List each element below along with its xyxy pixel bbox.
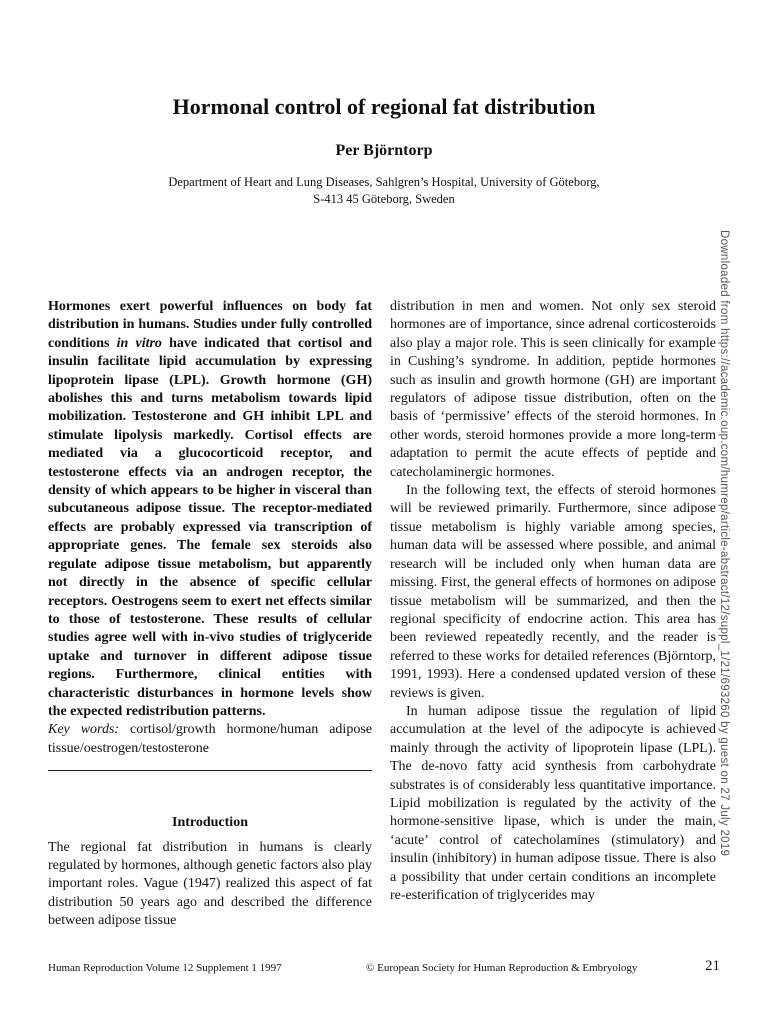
affiliation-line: S-413 45 Göteborg, Sweden bbox=[313, 192, 455, 206]
abstract-text-1: Hormones exert powerful influences on body fat distribution in humans. Studies under fully controlled conditions bbox=[48, 299, 372, 351]
footer-journal: Human Reproduction Volume 12 Supplement 1 1997 bbox=[48, 962, 282, 974]
footer-copyright: © European Society for Human Reproduction & Embryology bbox=[366, 962, 638, 974]
affiliation-line: Department of Heart and Lung Diseases, Sahlgren’s Hospital, University of Göteborg, bbox=[168, 175, 600, 189]
left-column bbox=[48, 298, 372, 931]
body-paragraph: In the following text, the effects of steroid hormones will be reviewed primarily. Furthermore, since adipose tissue metabolism is highly variable among species, human data will be assessed where possible, and animal research will be included only when human data are missing. First, the general effects of hormones on adipose tissue metabolism will be summarized, and then the regional specificity of endocrine action. This area has been reviewed repeatedly recently, and the reader is referred to these works for detailed references (Björntorp, 1991, 1993). Here a condensed updated version of these reviews is given. bbox=[390, 483, 716, 701]
keywords bbox=[48, 721, 372, 758]
affiliation bbox=[0, 174, 768, 208]
page-number: 21 bbox=[705, 958, 720, 974]
keywords-label: Key words: bbox=[48, 722, 120, 738]
introduction-paragraph: The regional fat distribution in humans is clearly regulated by hormones, although genetic factors also play important roles. Vague (1947) realized this aspect of fat distribution 50 years ago and described the difference between adipose tissue bbox=[48, 839, 372, 929]
section-divider bbox=[48, 770, 372, 771]
page-title: Hormonal control of regional fat distribution bbox=[172, 94, 596, 119]
download-watermark: Downloaded from https://academic.oup.com/humrep/article-abstract/12/suppl_1/21/693260 by guest on 27 July 2019 bbox=[718, 230, 730, 857]
keywords-text: cortisol/growth hormone/human adipose tissue/oestrogen/testosterone bbox=[48, 722, 372, 756]
body-paragraph: In human adipose tissue the regulation of lipid accumulation at the level of the adipocyte is achieved mainly through the activity of lipoprotein lipase (LPL). The de-novo fatty acid synthesis from carbohydrate substrates is of considerably less quantitative importance. Lipid mobilization is regulated by the activity of the hormone-sensitive lipase, which is under the main, ‘acute’ control of catecholamines (stimulatory) and insulin (inhibitory) in human adipose tissue. There is also a possibility that under certain conditions an incomplete re-esterification of triglycerides may bbox=[390, 703, 716, 903]
introduction-heading: Introduction bbox=[172, 815, 248, 831]
author-name: Per Björntorp bbox=[335, 142, 433, 159]
right-column bbox=[390, 298, 716, 905]
abstract bbox=[48, 298, 372, 721]
abstract-text-2: have indicated that cortisol and insulin facilitate lipid accumulation by expressing lipoprotein lipase (LPL). Growth hormone (GH) abolishes this and turns metabolism towards lipid mobilization. Testosterone and GH inhibit LPL and stimulate lipolysis markedly. Cortisol effects are mediated via a glucocorticoid receptor, and testosterone effects via an androgen receptor, the density of which appears to be higher in visceral than subcutaneous adipose tissue. The receptor-mediated effects are probably expressed via transcription of appropriate genes. The female sex steroids also regulate adipose tissue metabolism, but apparently not directly in the absence of specific cellular receptors. Oestrogens seem to exert net effects similar to those of testosterone. These results of cellular studies agree well with in-vivo studies of triglyceride uptake and turnover in different adipose tissue regions. Furthermore, clinical entities with characteristic disturbances in hormone levels show the expected redistribution patterns. bbox=[48, 335, 373, 719]
abstract-in-vitro: in vitro bbox=[116, 335, 162, 351]
body-paragraph: distribution in men and women. Not only sex steroid hormones are of importance, since adrenal corticosteroids also play a major role. This is seen clinically for example in Cushing’s syndrome. In addition, peptide hormones such as insulin and growth hormone (GH) are important regulators of adipose tissue distribution, often on the basis of ‘permissive’ effects of the steroid hormones. In other words, steroid hormones provide a more long-term adaptation to permit the acute effects of peptide and catecholaminergic hormones. bbox=[390, 299, 716, 480]
